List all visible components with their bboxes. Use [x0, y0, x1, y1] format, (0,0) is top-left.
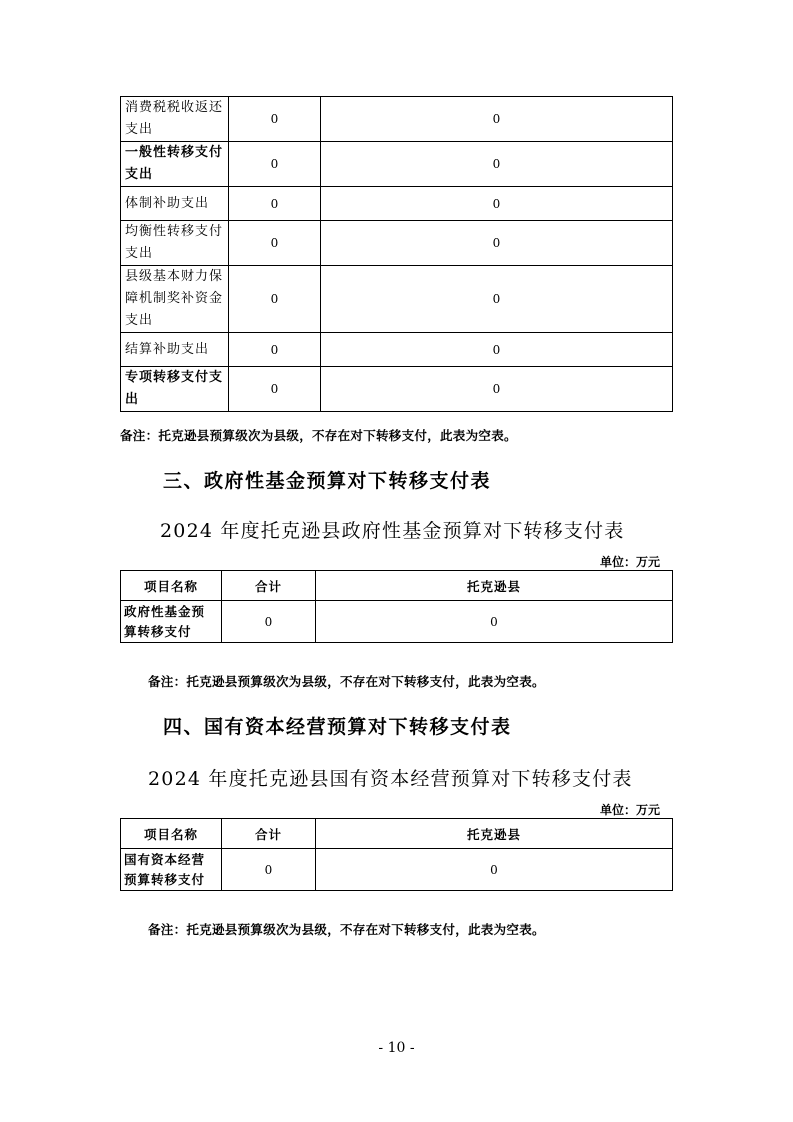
transfer-table-general	[120, 96, 673, 412]
table-row	[121, 266, 673, 333]
table-header-row	[121, 571, 673, 601]
header-county: 托克逊县	[316, 571, 673, 601]
section4-unit: 单位：万元	[600, 803, 661, 817]
header-total: 合计	[222, 819, 316, 849]
header-name: 项目名称	[121, 819, 222, 849]
header-name: 项目名称	[121, 571, 222, 601]
row-name: 政府性基金预算转移支付	[121, 601, 222, 643]
table-row	[121, 601, 673, 643]
row-county: 0	[321, 97, 673, 142]
page-number: - 10 -	[378, 1040, 415, 1056]
table-row	[121, 187, 673, 221]
row-county: 0	[321, 333, 673, 367]
header-total: 合计	[222, 571, 316, 601]
row-total: 0	[222, 601, 316, 643]
row-total: 0	[229, 187, 321, 221]
row-county: 0	[321, 221, 673, 266]
section4-note: 备注：托克逊县预算级次为县级，不存在对下转移支付，此表为空表。	[148, 922, 545, 937]
row-total: 0	[222, 849, 316, 891]
row-total: 0	[229, 367, 321, 412]
row-total: 0	[229, 266, 321, 333]
row-name: 国有资本经营预算转移支付	[121, 849, 222, 891]
row-name: 均衡性转移支付支出	[121, 221, 229, 266]
section3-subtitle: 2024 年度托克逊县政府性基金预算对下转移支付表	[160, 520, 625, 542]
table-row	[121, 221, 673, 266]
row-county: 0	[316, 849, 673, 891]
row-county: 0	[321, 187, 673, 221]
section4-subtitle: 2024 年度托克逊县国有资本经营预算对下转移支付表	[148, 768, 633, 790]
row-name: 一般性转移支付支出	[121, 142, 229, 187]
row-name: 体制补助支出	[121, 187, 229, 221]
row-total: 0	[229, 142, 321, 187]
section3-unit: 单位：万元	[600, 555, 661, 569]
section4-heading: 四、国有资本经营预算对下转移支付表	[163, 716, 512, 738]
section3-note: 备注：托克逊县预算级次为县级，不存在对下转移支付，此表为空表。	[148, 674, 545, 689]
table-header-row	[121, 819, 673, 849]
table-row	[121, 367, 673, 412]
row-name: 结算补助支出	[121, 333, 229, 367]
row-name: 专项转移支付支出	[121, 367, 229, 412]
table-row	[121, 333, 673, 367]
transfer-table-state-capital	[120, 818, 673, 891]
header-county: 托克逊县	[316, 819, 673, 849]
table-row	[121, 97, 673, 142]
row-county: 0	[321, 367, 673, 412]
row-county: 0	[316, 601, 673, 643]
table-row	[121, 849, 673, 891]
row-county: 0	[321, 266, 673, 333]
section3-heading: 三、政府性基金预算对下转移支付表	[163, 470, 492, 492]
row-name: 消费税税收返还支出	[121, 97, 229, 142]
row-name: 县级基本财力保障机制奖补资金支出	[121, 266, 229, 333]
row-total: 0	[229, 221, 321, 266]
row-total: 0	[229, 97, 321, 142]
row-county: 0	[321, 142, 673, 187]
table1-note: 备注：托克逊县预算级次为县级，不存在对下转移支付，此表为空表。	[120, 428, 517, 443]
row-total: 0	[229, 333, 321, 367]
transfer-table-fund	[120, 570, 673, 643]
table-row	[121, 142, 673, 187]
